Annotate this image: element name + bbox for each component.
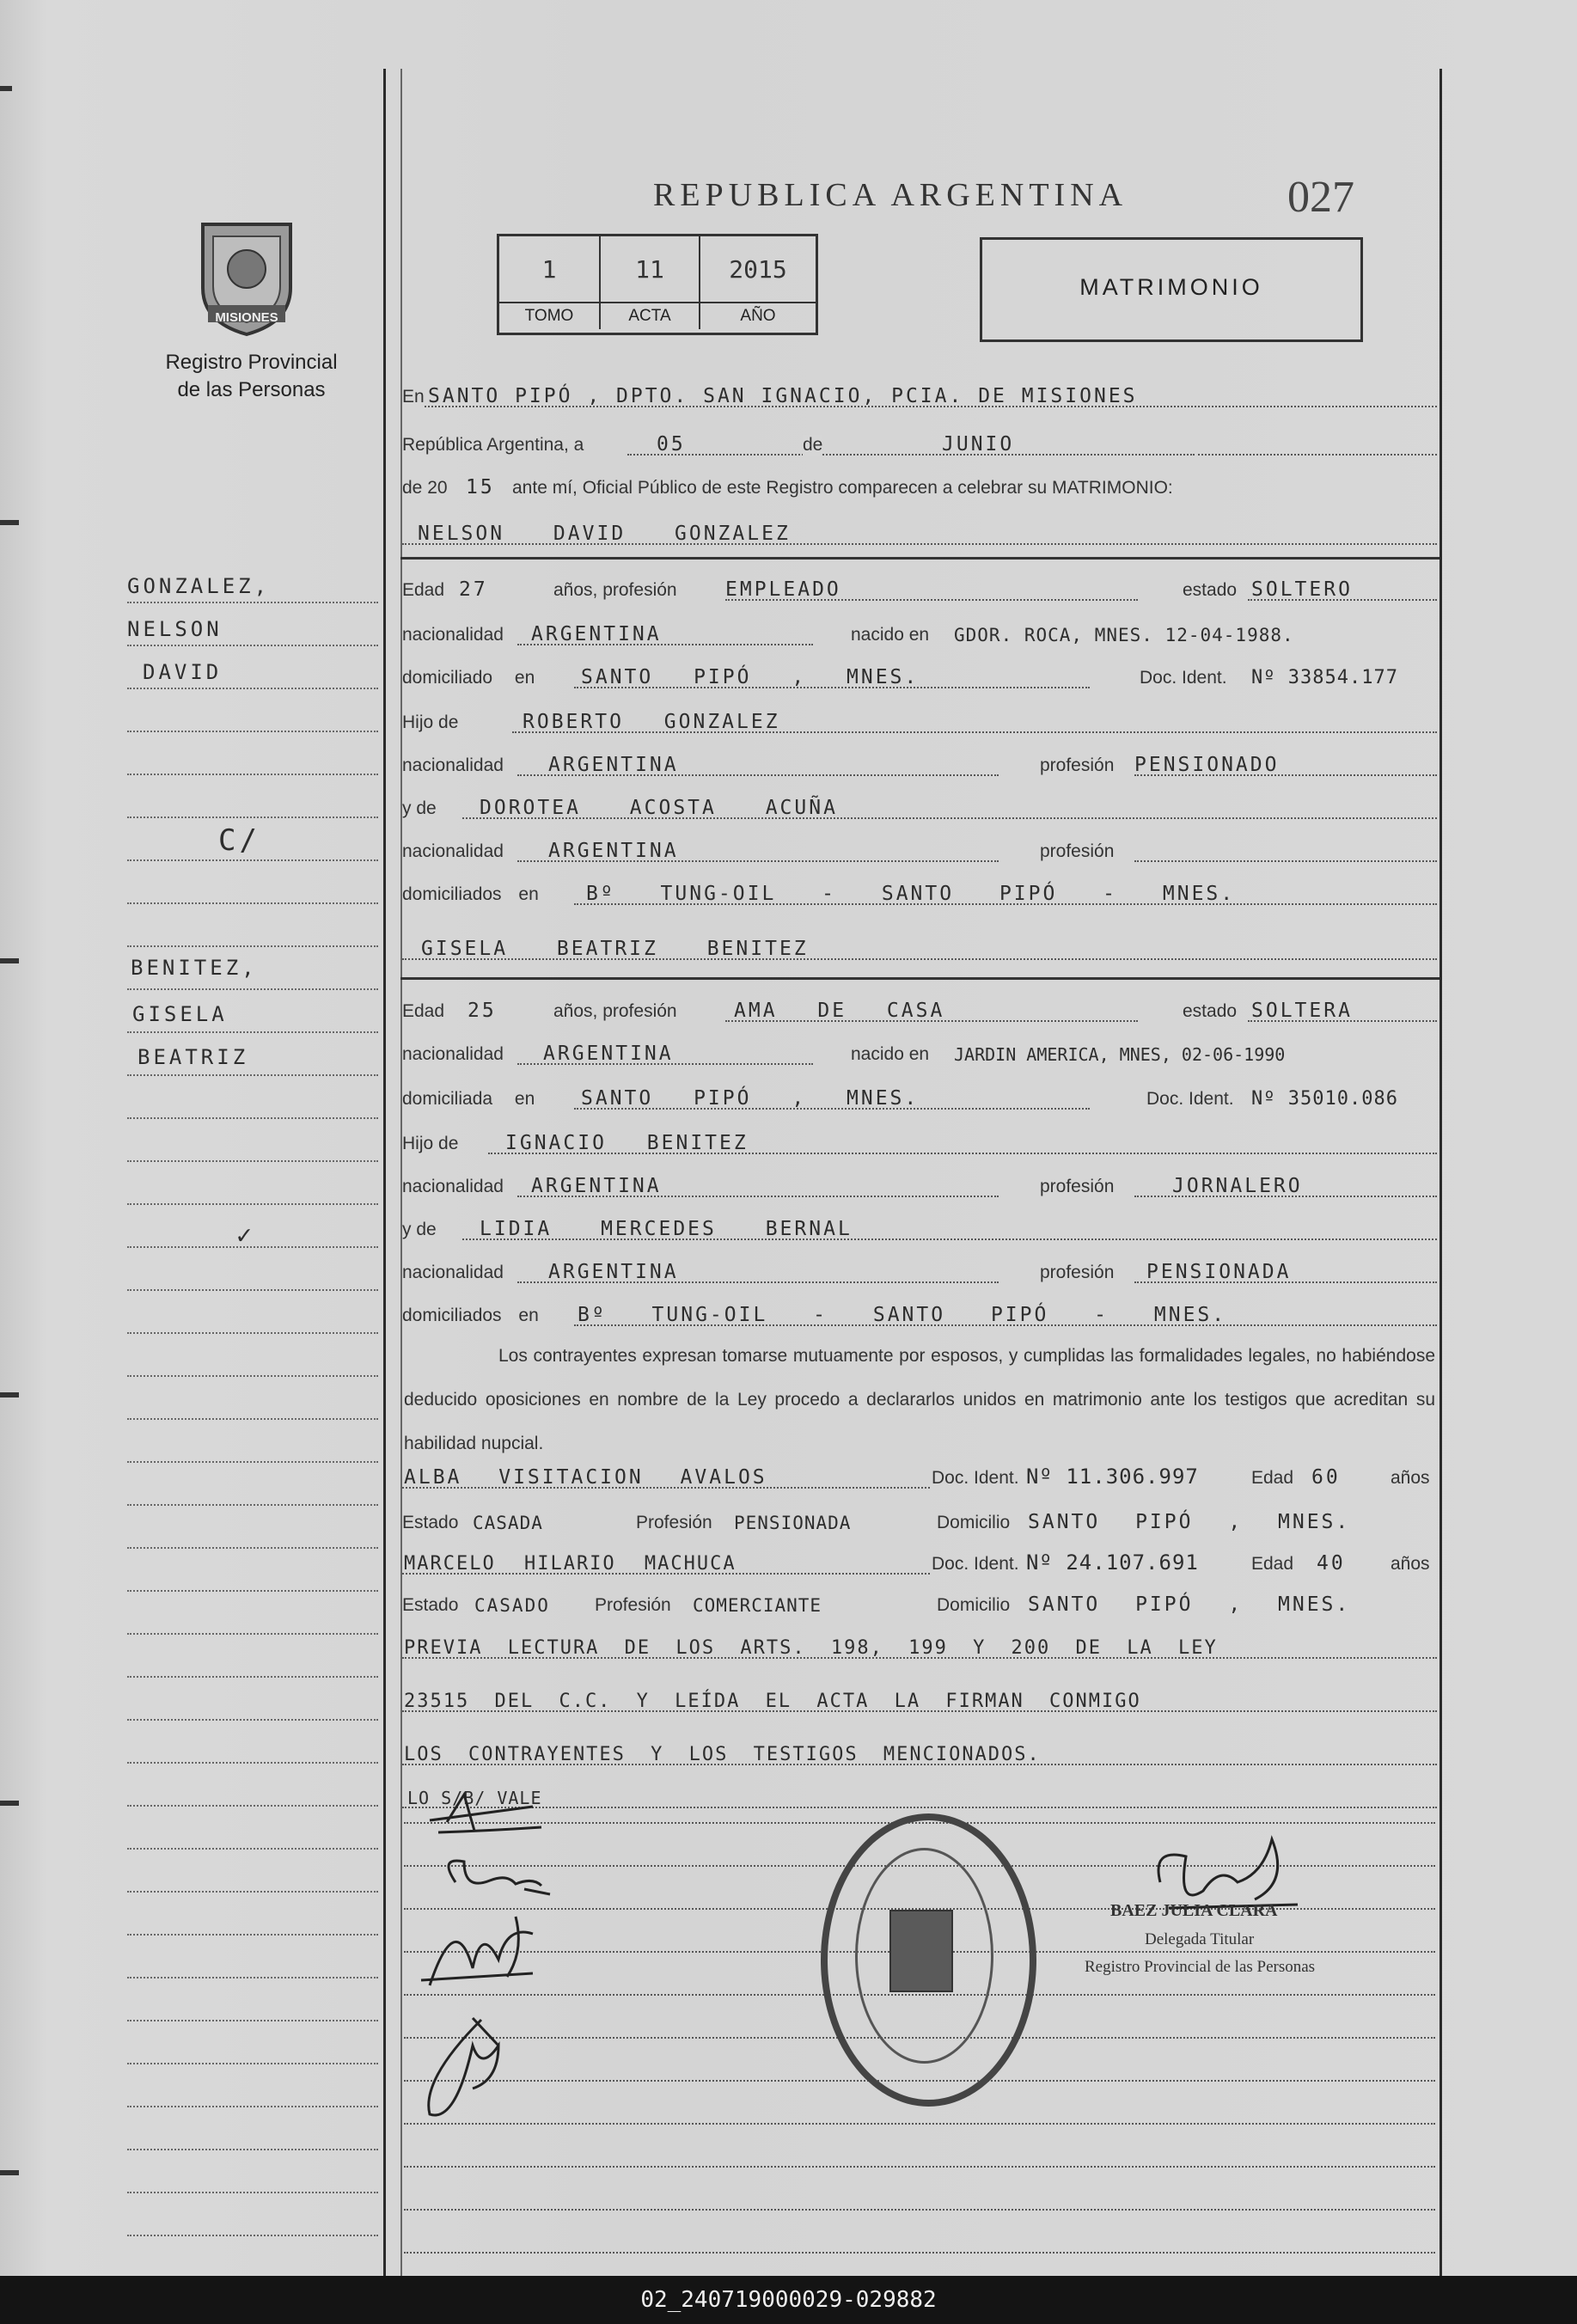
note-row-1: PREVIA LECTURA DE LOS ARTS. 198, 199 Y 200 DE LA LEY: [402, 1630, 1436, 1664]
registry-name-line1: Registro Provincial: [165, 351, 338, 374]
witness2-edad: 40: [1317, 1552, 1346, 1575]
groom-padre: ROBERTO GONZALEZ: [523, 711, 780, 733]
tomo-label: TOMO: [499, 303, 601, 329]
margin-rule: [127, 1590, 378, 1592]
witness1-doc: Nº 11.306.997: [1026, 1465, 1199, 1489]
official-office: Registro Provincial de las Personas: [1085, 1958, 1316, 1976]
margin-rule: [127, 1848, 378, 1850]
bride-doc: Nº 35010.086: [1251, 1088, 1398, 1110]
margin-rule: [127, 1160, 378, 1162]
margin-rule: [127, 688, 378, 689]
official-name: BAEZ JULIA CLARA: [1110, 1901, 1278, 1920]
margin-rule: [127, 1375, 378, 1377]
bride-nacido: JARDIN AMERICA, MNES, 02-06-1990: [954, 1044, 1286, 1065]
groom-nationality-row: nacionalidad ARGENTINA nacido en GDOR. ROCA, MNES. 12-04-1988.: [402, 623, 1294, 645]
margin-rule: [127, 1676, 378, 1678]
country-title: REPUBLICA ARGENTINA: [653, 177, 1128, 213]
witness2-doc: Nº 24.107.691: [1026, 1550, 1199, 1575]
margin-rule: [127, 1805, 378, 1807]
witness1-estado: CASADA: [473, 1513, 543, 1533]
witness2-profesion: COMERCIANTE: [693, 1595, 822, 1616]
note-row-3: LOS CONTRAYENTES Y LOS TESTIGOS MENCIONADOS.: [402, 1736, 1436, 1771]
groom-doc: Nº 33854.177: [1251, 667, 1398, 688]
margin-rule: [127, 1504, 378, 1506]
margin-rule: [127, 1203, 378, 1205]
bride-madre-nac: ARGENTINA: [548, 1261, 679, 1283]
margin-rule: [127, 1074, 378, 1076]
signature-area: [404, 1788, 610, 2131]
bride-padres-domicilio: Bº TUNG-OIL - SANTO PIPÓ - MNES.: [578, 1304, 1227, 1326]
witness2-row: MARCELO HILARIO MACHUCA Doc. Ident. Nº 24.107.691 Edad 40 años: [404, 1550, 1430, 1575]
groom-age-row: Edad 27 años, profesión EMPLEADO estado SOLTERO: [402, 572, 1436, 606]
margin-rule: [127, 1977, 378, 1978]
witness2-domicilio: SANTO PIPÓ , MNES.: [1028, 1593, 1351, 1616]
margin-rule: [127, 1289, 378, 1291]
margin-rule: [127, 2106, 378, 2107]
margin-rule: [127, 774, 378, 775]
bride-padre-prof: JORNALERO: [1172, 1175, 1303, 1197]
margin-rule: [127, 1461, 378, 1463]
margin-bride-second: BEATRIZ: [138, 1045, 249, 1069]
bride-nacionalidad: ARGENTINA: [543, 1043, 674, 1065]
intro-row-date: República Argentina, a 05 de JUNIO: [402, 426, 1436, 461]
witness2-name: MARCELO HILARIO MACHUCA: [404, 1553, 737, 1575]
groom-profesion: EMPLEADO: [725, 578, 841, 601]
groom-father-nat-row: nacionalidad ARGENTINA profesión PENSIONADO: [402, 747, 1436, 781]
margin-bride-surname: BENITEZ,: [131, 956, 258, 980]
groom-age: 27: [459, 578, 488, 601]
margin-groom-surname: GONZALEZ,: [127, 574, 271, 598]
margin-rule: [127, 988, 378, 990]
groom-madre-nac: ARGENTINA: [548, 840, 679, 862]
margin-groom-first: NELSON: [127, 617, 223, 641]
witness1-profesion: PENSIONADA: [734, 1513, 852, 1533]
groom-mother-row: y de DOROTEA ACOSTA ACUÑA: [402, 790, 1436, 824]
bride-profesion: AMA DE CASA: [734, 1000, 945, 1022]
act-type: MATRIMONIO: [1079, 274, 1263, 300]
margin-rule: [127, 2235, 378, 2236]
bride-mother-nat-row: nacionalidad ARGENTINA profesión PENSIONADA: [402, 1254, 1436, 1288]
margin-rule: [127, 602, 378, 603]
margin-rule: [127, 2063, 378, 2064]
groom-estado: SOLTERO: [1251, 578, 1353, 601]
bride-name-row: [402, 931, 1436, 965]
blank-rule: [404, 2166, 1435, 2168]
bride-domicile-row: domiciliada en SANTO PIPÓ , MNES. Doc. Ident. Nº 35010.086: [402, 1087, 1398, 1110]
groom-name: NELSON DAVID GONZALEZ: [418, 523, 791, 545]
bride-domicilio: SANTO PIPÓ , MNES.: [581, 1087, 920, 1110]
place: SANTO PIPÓ , DPTO. SAN IGNACIO, PCIA. DE MISIONES: [428, 385, 1138, 407]
bride-padre: IGNACIO BENITEZ: [505, 1132, 749, 1154]
declaration-text: Los contrayentes expresan tomarse mutuamente por esposos, y cumplidas las formalidades legales, no habiéndose deducido oposiciones en nombre de la Ley procedo a declararlos unidos en matrimonio ante los testigos que acreditan su habilidad nupcial.: [404, 1346, 1435, 1453]
groom-nacionalidad: ARGENTINA: [531, 623, 662, 645]
blank-rule: [404, 2209, 1435, 2211]
intro-row-place: En SANTO PIPÓ , DPTO. SAN IGNACIO, PCIA. DE MISIONES: [402, 378, 1436, 413]
groom-padres-domicilio: Bº TUNG-OIL - SANTO PIPÓ - MNES.: [586, 883, 1236, 905]
witness2-details-row: Estado CASADO Profesión COMERCIANTE Domicilio SANTO PIPÓ , MNES.: [402, 1593, 1351, 1616]
act-number: 027: [1287, 173, 1354, 222]
groom-domicile-row: domiciliado en SANTO PIPÓ , MNES. Doc. Ident. Nº 33854.177: [402, 666, 1398, 688]
scan-id-footer: 02_240719000029-029882: [0, 2276, 1577, 2324]
blank-rule: [404, 2252, 1435, 2254]
witness1-edad: 60: [1311, 1466, 1341, 1489]
margin-rule: [127, 945, 378, 947]
groom-mother-nat-row: nacionalidad ARGENTINA profesión: [402, 833, 1436, 867]
groom-name-row: [402, 516, 1436, 550]
official-title: Delegada Titular: [1145, 1930, 1255, 1948]
witness1-details-row: Estado CASADA Profesión PENSIONADA Domicilio SANTO PIPÓ , MNES.: [402, 1511, 1351, 1533]
tomo-value: 1: [541, 255, 557, 284]
bride-madre-prof: PENSIONADA: [1146, 1261, 1292, 1283]
act-type-box: [980, 237, 1363, 342]
groom-padre-nac: ARGENTINA: [548, 754, 679, 776]
groom-father-row: Hijo de ROBERTO GONZALEZ: [402, 704, 1436, 738]
groom-madre: DOROTEA ACOSTA ACUÑA: [480, 797, 838, 819]
intro-row-statement: de 20 15 ante mí, Oficial Público de este Registro comparecen a celebrar su MATRIMONIO:: [402, 476, 1173, 498]
margin-rule: [127, 1031, 378, 1033]
witness2-estado: CASADO: [474, 1595, 550, 1616]
registry-name-line2: de las Personas: [177, 378, 326, 401]
margin-rule: [127, 1418, 378, 1420]
groom-padre-prof: PENSIONADO: [1134, 754, 1280, 776]
bride-madre: LIDIA MERCEDES BERNAL: [480, 1218, 853, 1240]
bride-father-row: Hijo de IGNACIO BENITEZ: [402, 1125, 1436, 1159]
bride-nationality-row: nacionalidad ARGENTINA nacido en JARDIN AMERICA, MNES, 02-06-1990: [402, 1043, 1286, 1065]
margin-rule: [127, 1891, 378, 1893]
anio-label: AÑO: [740, 307, 776, 325]
margin-rule: [127, 1762, 378, 1764]
groom-domicilio: SANTO PIPÓ , MNES.: [581, 666, 920, 688]
margin-rule: [127, 2192, 378, 2193]
year-suffix: 15: [466, 476, 495, 498]
acta-value: 11: [635, 255, 664, 284]
witness1-name: ALBA VISITACION AVALOS: [404, 1466, 767, 1489]
margin-rule: [127, 816, 378, 818]
margin-rule: [127, 731, 378, 732]
groom-parents-domicile-row: domiciliados en Bº TUNG-OIL - SANTO PIPÓ - MNES.: [402, 876, 1436, 910]
bride-parents-domicile-row: domiciliados en Bº TUNG-OIL - SANTO PIPÓ - MNES.: [402, 1297, 1436, 1331]
logo-text: MISIONES: [215, 310, 278, 325]
anio-value: 2015: [729, 255, 787, 284]
margin-rule: [127, 1117, 378, 1119]
acta-label: ACTA: [601, 303, 700, 329]
groom-nacido: GDOR. ROCA, MNES. 12-04-1988.: [954, 625, 1294, 645]
margin-rule: [127, 902, 378, 904]
bride-name: GISELA BEATRIZ BENITEZ: [421, 938, 809, 960]
margin-rule: [127, 1633, 378, 1635]
bride-padre-nac: ARGENTINA: [531, 1175, 662, 1197]
bride-age: 25: [468, 1000, 497, 1022]
note-row-2: 23515 DEL C.C. Y LEÍDA EL ACTA LA FIRMAN CONMIGO: [402, 1683, 1436, 1717]
margin-rule: [127, 859, 378, 861]
bride-mother-row: y de LIDIA MERCEDES BERNAL: [402, 1211, 1436, 1245]
margin-rule: [127, 2149, 378, 2150]
margin-connector: C/: [218, 823, 260, 858]
margin-rule: [127, 1547, 378, 1549]
margin-rule: [127, 1934, 378, 1936]
margin-rule: [127, 2020, 378, 2021]
witness1-row: ALBA VISITACION AVALOS Doc. Ident. Nº 11.306.997 Edad 60 años: [404, 1465, 1430, 1489]
witness1-domicilio: SANTO PIPÓ , MNES.: [1028, 1511, 1351, 1533]
bride-father-nat-row: nacionalidad ARGENTINA profesión JORNALERO: [402, 1168, 1436, 1202]
margin-bride-first: GISELA: [132, 1002, 228, 1026]
note-row-4: LO S/B/ VALE: [402, 1779, 1436, 1813]
margin-check: ✓: [236, 1220, 256, 1251]
bride-age-row: Edad 25 años, profesión AMA DE CASA estado SOLTERA: [402, 993, 1436, 1027]
margin-groom-second: DAVID: [143, 660, 223, 684]
margin-rule: [127, 1332, 378, 1334]
month: JUNIO: [942, 433, 1015, 456]
margin-rule: [127, 645, 378, 646]
day: 05: [657, 433, 686, 456]
signatures-icon: [404, 1788, 610, 2131]
registry-index-box: [497, 234, 818, 335]
margin-rule: [127, 1719, 378, 1721]
bride-estado: SOLTERA: [1251, 1000, 1353, 1022]
